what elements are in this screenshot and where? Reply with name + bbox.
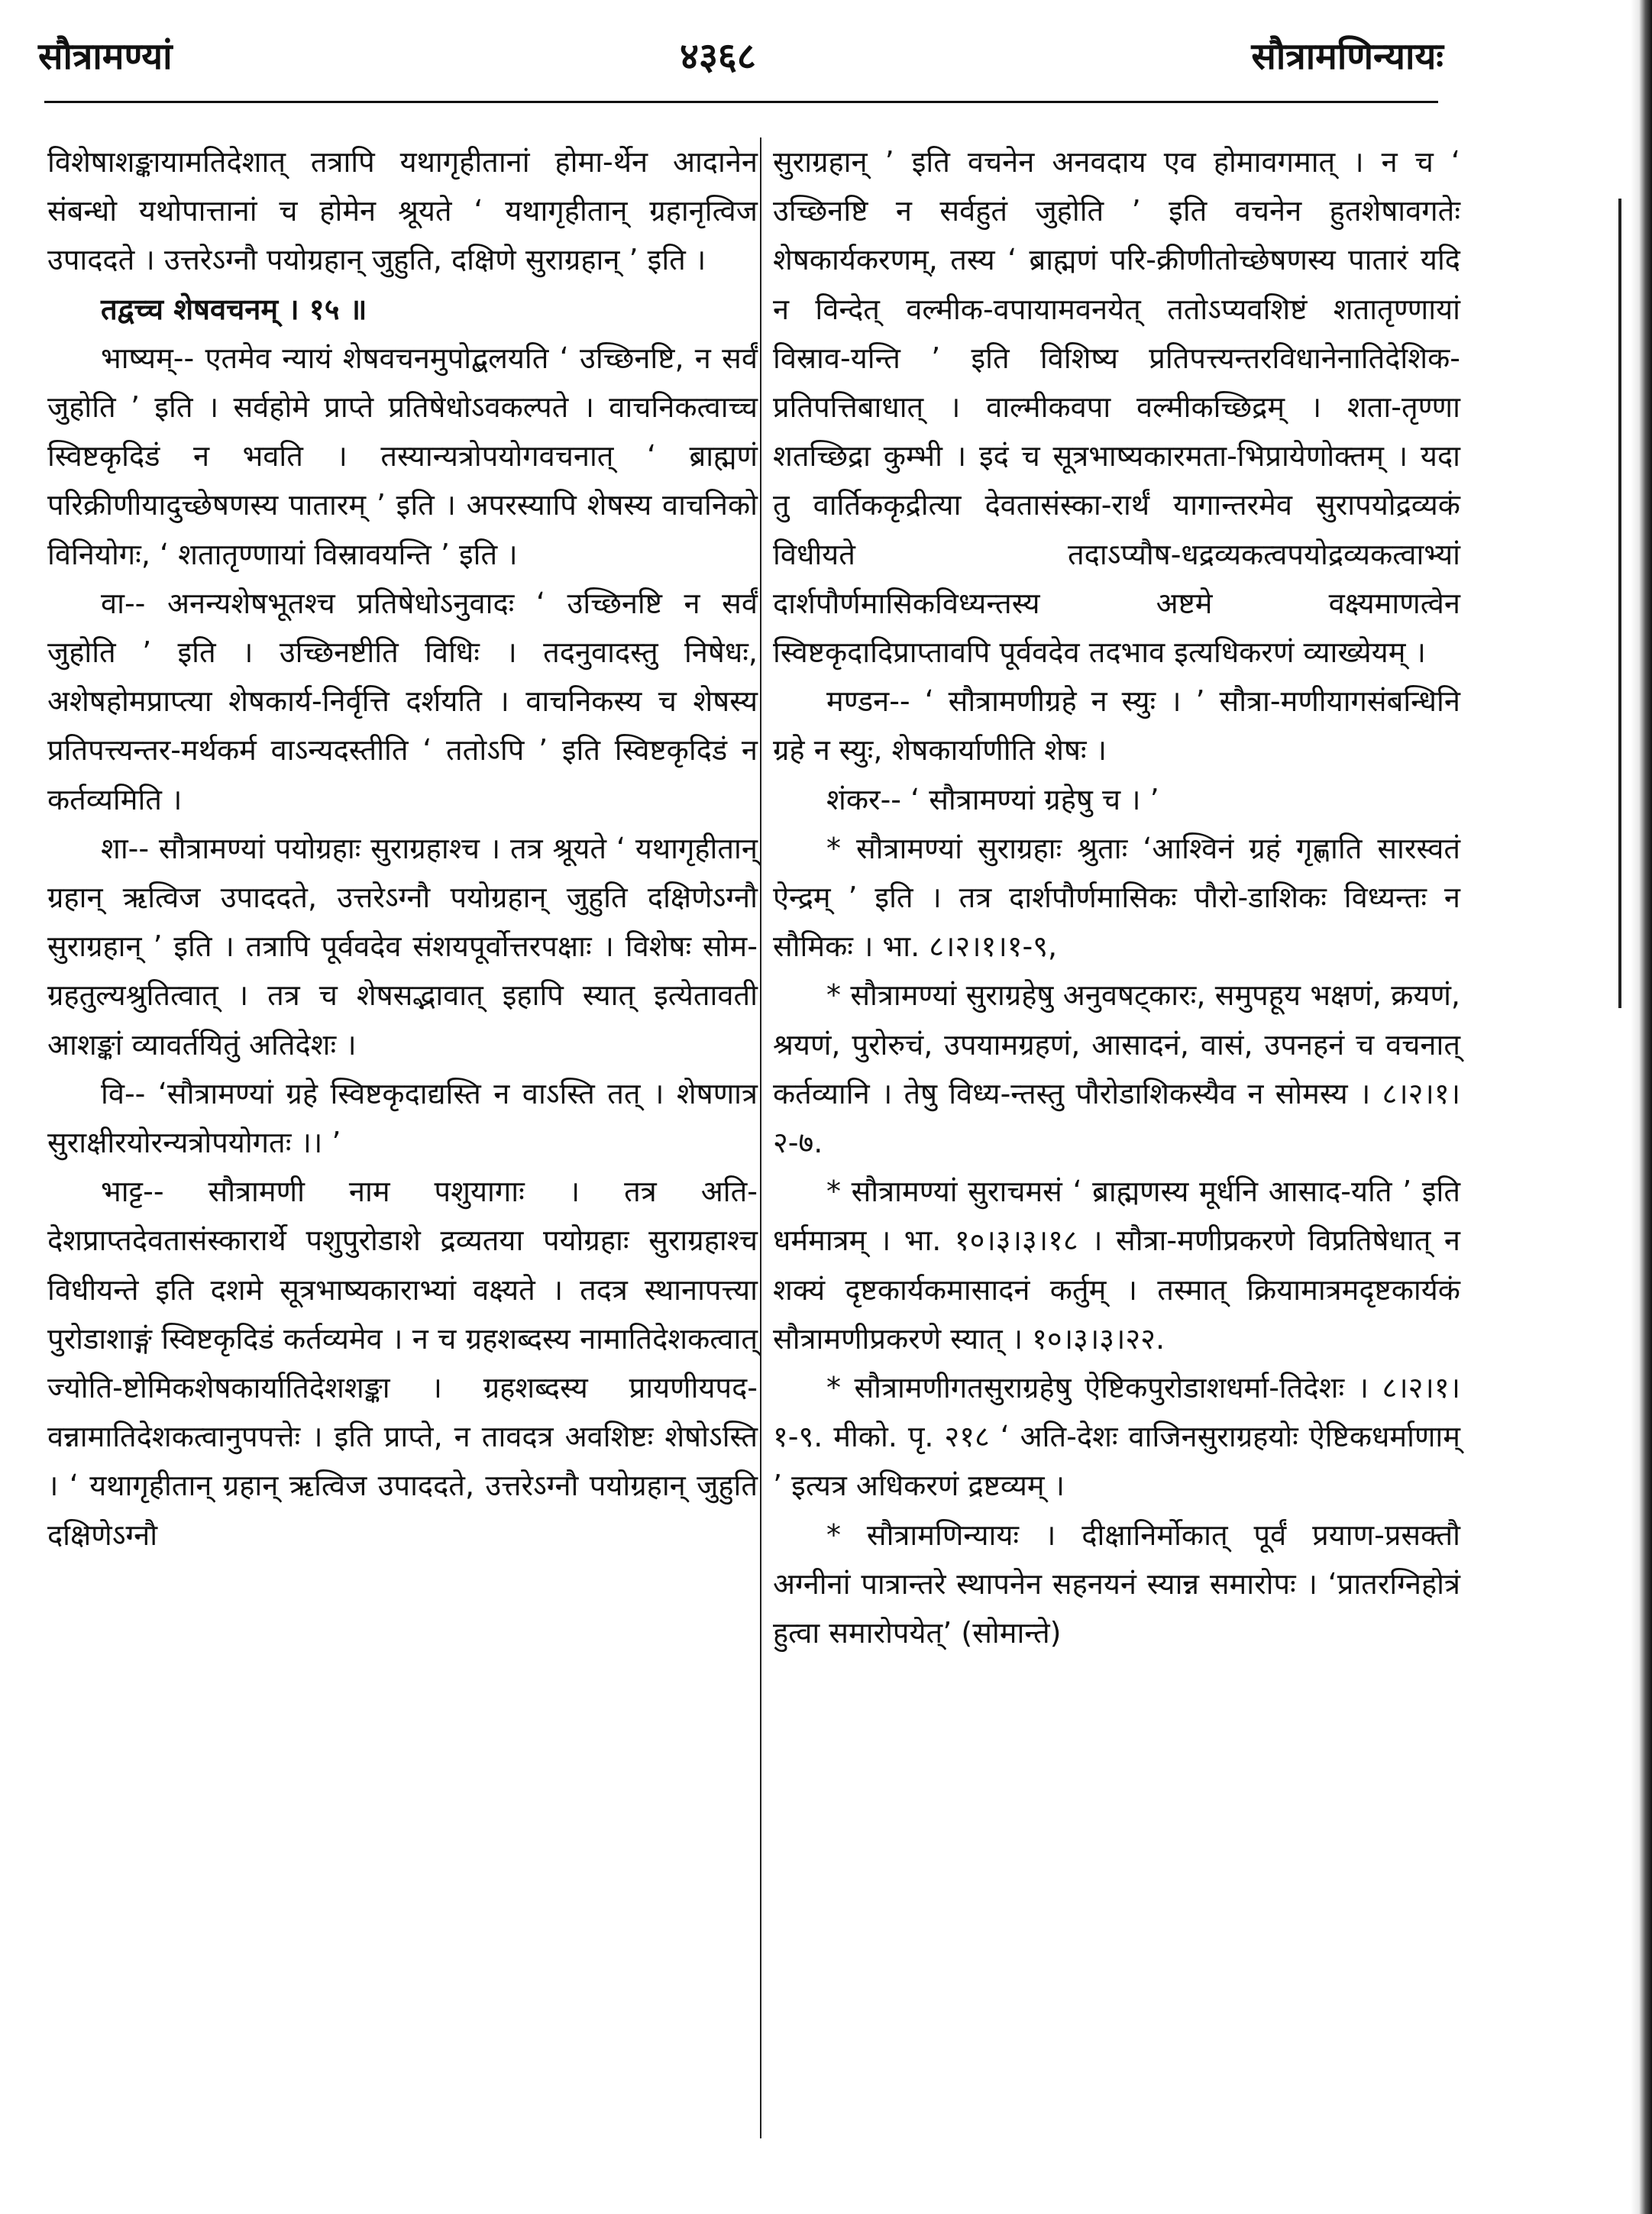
- paragraph: * सौत्रामणिन्यायः । दीक्षानिर्मोकात् पूर्वं प्रयाण-प्रसक्तौ अग्नीनां पात्रान्तरे स्थापनेन सहनयनं स्यान्न समारोपः । ‘प्रातरग्निहोत्रं हुत्वा समारोपयेत्’ (सोमान्ते): [773, 1517, 1460, 1650]
- paragraph: * सौत्रामणीगतसुराग्रहेषु ऐष्टिकपुरोडाशधर्मा-तिदेशः । ८।२।१।१-९. मीको. पृ. २१८ ‘ अति-देशः वाजिनसुराग्रहयोः ऐष्टिकधर्माणाम् ’ इत्यत्र अधिकरणं द्रष्टव्यम् ।: [773, 1371, 1460, 1503]
- paragraph: मण्डन-- ‘ सौत्रामणीग्रहे न स्युः । ’ सौत्रा-मणीयागसंबन्धिनि ग्रहे न स्युः, शेषकार्याणीति शेषः ।: [773, 684, 1460, 768]
- running-head-left: सौत्रामण्यां: [38, 35, 173, 78]
- sutra-heading: तद्वच्च शेषवचनम् । १५ ॥: [101, 292, 367, 326]
- page-header: [38, 31, 1443, 92]
- column-divider: [760, 137, 761, 2138]
- paragraph: * सौत्रामण्यां सुराचमसं ‘ ब्राह्मणस्य मूर्धनि आसाद-यति ’ इति धर्ममात्रम् । भा. १०।३।३।१८ । सौत्रा-मणीप्रकरणे विप्रतिषेधात् न शक्यं दृष्टकार्यकमासादनं कर्तुम् । तस्मात् क्रियामात्रमदृष्टकार्यकं सौत्रामणीप्रकरणे स्यात् । १०।३।३।२२.: [773, 1175, 1460, 1356]
- paragraph: भाट्ट-- सौत्रामणी नाम पशुयागाः । तत्र अति-देशप्राप्तदेवतासंस्कारार्थे पशुपुरोडाशे द्रव्यतया पयोग्रहाः सुराग्रहाश्च विधीयन्ते इति दशमे सूत्रभाष्यकाराभ्यां वक्ष्यते । तदत्र स्थानापत्त्या पुरोडाशाङ्गं स्विष्टकृदिडं कर्तव्यमेव । न च ग्रहशब्दस्य नामातिदेशकत्वात् ज्योति-ष्टोमिकशेषकार्यातिदेशशङ्का । ग्रहशब्दस्य प्रायणीयपद-वन्नामातिदेशकत्वानुपपत्तेः । इति प्राप्ते, न तावदत्र अवशिष्टः शेषोऽस्ति । ‘ यथागृहीतान् ग्रहान् ऋत्विज उपाददते, उत्तरेऽग्नौ पयोग्रहान् जुहुति दक्षिणेऽग्नौ: [47, 1175, 758, 1552]
- paragraph: भाष्यम्-- एतमेव न्यायं शेषवचनमुपोद्बलयति ‘ उच्छिनष्टि, न सर्वं जुहोति ’ इति । सर्वहोमे प्राप्ते प्रतिषेधोऽवकल्पते । वाचनिकत्वाच्च स्विष्टकृदिडं न भवति । तस्यान्यत्रोपयोगवचनात् ‘ ब्राह्मणं परिक्रीणीयादुच्छेषणस्य पातारम् ’ इति । अपरस्यापि शेषस्य वाचनिको विनियोगः, ‘ शतातृण्णायां विस्रावयन्ति ’ इति ।: [47, 341, 758, 571]
- paragraph: शा-- सौत्रामण्यां पयोग्रहाः सुराग्रहाश्च । तत्र श्रूयते ‘ यथागृहीतान् ग्रहान् ऋत्विज उपाददते, उत्तरेऽग्नौ पयोग्रहान् जुहुति दक्षिणेऽग्नौ सुराग्रहान् ’ इति । तत्रापि पूर्ववदेव संशयपूर्वोत्तरपक्षाः । विशेषः सोम-ग्रहतुल्यश्रुतित्वात् । तत्र च शेषसद्भावात् इहापि स्यात् इत्येतावती आशङ्कां व्यावर्तयितुं अतिदेशः ।: [47, 831, 758, 1062]
- paragraph: वा-- अनन्यशेषभूतश्च प्रतिषेधोऽनुवादः ‘ उच्छिनष्टि न सर्वं जुहोति ’ इति । उच्छिनष्टीति विधिः । तदनुवादस्तु निषेधः, अशेषहोमप्राप्त्या शेषकार्य-निर्वृत्ति दर्शयति । वाचनिकस्य च शेषस्य प्रतिपत्त्यन्तर-मर्थकर्म वाऽन्यदस्तीति ‘ ततोऽपि ’ इति स्विष्टकृदिडं न कर्तव्यमिति ।: [47, 586, 758, 816]
- left-column: [47, 137, 758, 1559]
- running-head-right: सौत्रामणिन्यायः: [1251, 35, 1443, 78]
- paragraph: शंकर-- ‘ सौत्रामण्यां ग्रहेषु च । ’: [826, 782, 1159, 816]
- paragraph: सुराग्रहान् ’ इति वचनेन अनवदाय एव होमावगमात् । न च ‘ उच्छिनष्टि न सर्वहुतं जुहोति ’ इति वचनेन हुतशेषावगतेः शेषकार्यकरणम्, तस्य ‘ ब्राह्मणं परि-क्रीणीतोच्छेषणस्य पातारं यदि न विन्देत् वल्मीक-वपायामवनयेत् ततोऽप्यवशिष्टं शतातृण्णायां विस्राव-यन्ति ’ इति विशिष्य प्रतिपत्त्यन्तरविधानेनातिदेशिक-प्रतिपत्तिबाधात् । वाल्मीकवपा वल्मीकच्छिद्रम् । शता-तृण्णा शतच्छिद्रा कुम्भी । इदं च सूत्रभाष्यकारमता-भिप्रायेणोक्तम् । यदा तु वार्तिककृद्रीत्या देवतासंस्का-रार्थं यागान्तरमेव सुरापयोद्रव्यकं विधीयते तदाऽप्यौष-धद्रव्यकत्वपयोद्रव्यकत्वाभ्यां दार्शपौर्णमासिकविध्यन्तस्य अष्टमे वक्ष्यमाणत्वेन स्विष्टकृदादिप्राप्तावपि पूर्ववदेव तदभाव इत्यधिकरणं व्याख्येयम् ।: [773, 145, 1460, 670]
- page-number: ४३६८: [680, 35, 756, 78]
- paragraph: विशेषाशङ्कायामतिदेशात् तत्रापि यथागृहीतानां होमा-र्थेन आदानेन संबन्धो यथोपात्तानां च होमेन श्रूयते ‘ यथागृहीतान् ग्रहानृत्विज उपाददते । उत्तरेऽग्नौ पयोग्रहान् जुहुति, दक्षिणे सुराग्रहान् ’ इति ।: [47, 145, 758, 277]
- paragraph: * सौत्रामण्यां सुराग्रहाः श्रुताः ‘आश्विनं ग्रहं गृह्णाति सारस्वतं ऐन्द्रम् ’ इति । तत्र दार्शपौर्णमासिकः पौरो-डाशिकः विध्यन्तः न सौमिकः । भा. ८।२।१।१-९,: [773, 831, 1460, 964]
- paragraph: * सौत्रामण्यां सुराग्रहेषु अनुवषट्कारः, समुपहूय भक्षणं, क्रयणं, श्रयणं, पुरोरुचं, उपयामग्रहणं, आसादनं, वासं, उपनहनं च वचनात् कर्तव्यानि । तेषु विध्य-न्तस्तु पौरोडाशिकस्यैव न सोमस्य । ८।२।१।२-७.: [773, 978, 1460, 1160]
- header-rule: [44, 101, 1438, 103]
- paragraph: वि-- ‘सौत्रामण्यां ग्रहे स्विष्टकृदाद्यस्ति न वाऽस्ति तत् । शेषणात्र सुराक्षीरयोरन्यत्रोपयोगतः ।। ’: [47, 1076, 758, 1160]
- page-edge-shadow: [1631, 0, 1652, 2214]
- right-column: [773, 137, 1460, 1657]
- binding-line: [1618, 199, 1621, 1008]
